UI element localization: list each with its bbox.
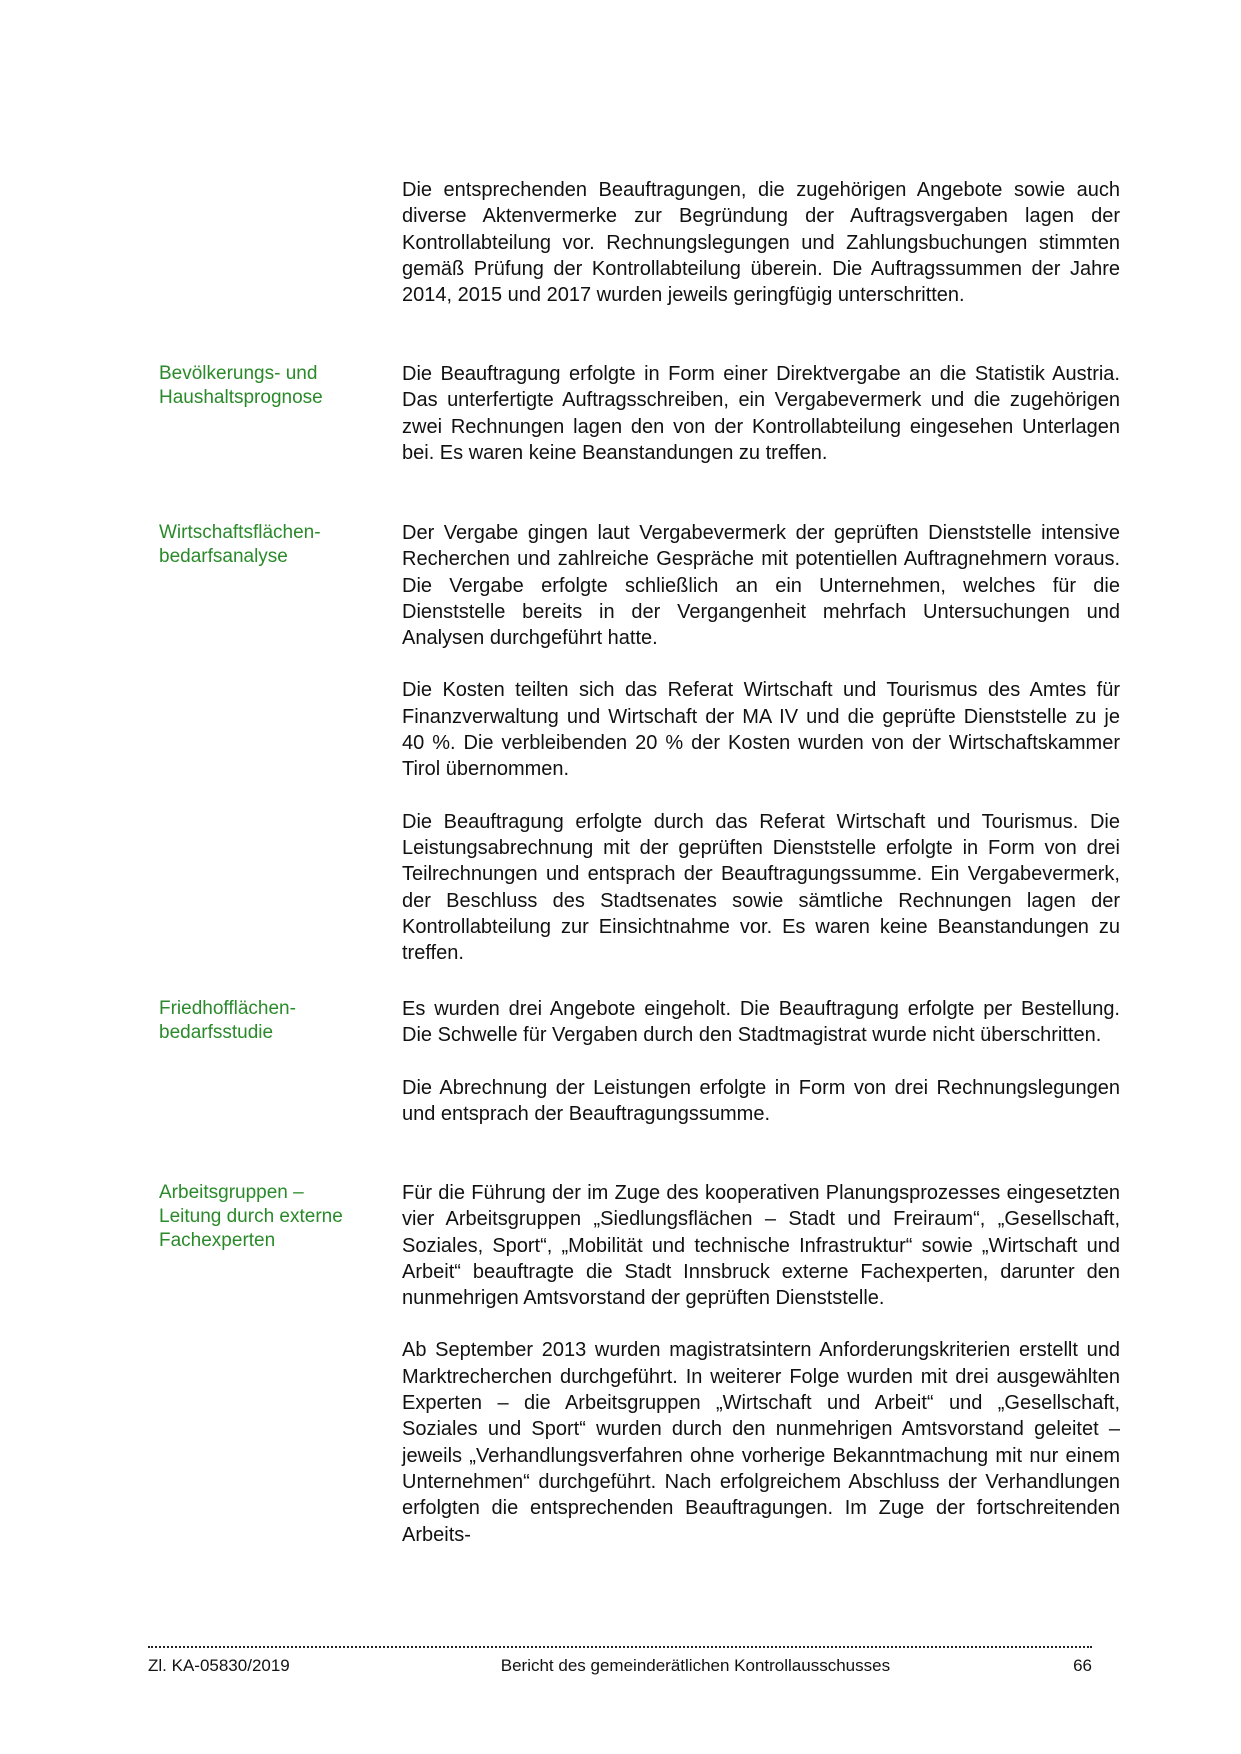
- margin-label-bevoelkerungsprognose: [159, 362, 374, 410]
- paragraph: Die Beauftragung erfolgte durch das Referat Wirtschaft und Tourismus. Die Leistungsabrechnung mit der geprüften Dienststelle erfolgte in Form von drei Teilrechnungen und entsprach der Beauftragungssumme. Ein Vergabevermerk, der Beschluss des Stadtsenates sowie sämtliche Rechnungen lagen der Kontrollabteilung zur Einsichtnahme vor. Es waren keine Beanstandungen zu treffen.: [402, 810, 1120, 965]
- label-line: Fachexperten: [159, 1230, 276, 1251]
- margin-label-arbeitsgruppen: [159, 1181, 374, 1253]
- paragraph: Ab September 2013 wurden magistratsintern Anforderungskriterien erstellt und Marktrecherchen durchgeführt. In weiterer Folge wurden mit drei ausgewählten Experten – die Arbeitsgruppen „Wirtschaft und Arbeit“ und „Gesellschaft, Soziales und Sport“ wurden durch den nunmehrigen Amtsvorstand geleitet – jeweils „Verhandlungsverfahren ohne vorherige Bekanntmachung mit nur einem Unternehmen“ durchgeführt. Nach erfolgreichem Abschluss der Verhandlungen erfolgten die entsprechenden Beauftragungen. Im Zuge der fortschreitenden Arbeits-: [402, 1339, 1120, 1546]
- label-line: bedarfsanalyse: [159, 546, 288, 567]
- footer-reference: Zl. KA-05830/2019: [148, 1656, 290, 1675]
- paragraph: Die Abrechnung der Leistungen erfolgte in Form von drei Rechnungslegungen und entsprach der Beauftragungssumme.: [402, 1076, 1120, 1125]
- paragraph: Es wurden drei Angebote eingeholt. Die Beauftragung erfolgte per Bestellung. Die Schwelle für Vergaben durch den Stadtmagistrat wurde nicht überschritten.: [402, 998, 1120, 1047]
- label-line: Arbeitsgruppen –: [159, 1182, 304, 1203]
- label-line: Bevölkerungs- und: [159, 363, 318, 384]
- section-friedhofflaechen: [402, 996, 1120, 1153]
- section-arbeitsgruppen: [402, 1180, 1120, 1574]
- label-line: bedarfsstudie: [159, 1022, 274, 1043]
- margin-label-friedhofflaechen: [159, 997, 374, 1045]
- label-line: Friedhofflächen-: [159, 998, 296, 1019]
- paragraph: Die Beauftragung erfolgte in Form einer Direktvergabe an die Statistik Austria. Das unterfertigte Auftragsschreiben, ein Vergabevermerk und die zugehörigen zwei Rechnungen lagen den von der Kontrollabteilung eingesehen Unterlagen bei. Es waren keine Beanstandungen zu treffen.: [402, 363, 1120, 464]
- section-wirtschaftsflaechen: [402, 520, 1120, 992]
- paragraph: Für die Führung der im Zuge des kooperativen Planungsprozesses eingesetzten vier Arbeitsgruppen „Siedlungsflächen – Stadt und Freiraum“, „Gesellschaft, Soziales, Sport“, „Mobilität und technische Infrastruktur“ sowie „Wirtschaft und Arbeit“ beauftragte die Stadt Innsbruck externe Fachexperten, darunter den nunmehrigen Amtsvorstand der geprüften Dienststelle.: [402, 1182, 1120, 1310]
- section-intro: [402, 177, 1120, 334]
- paragraph: Die Kosten teilten sich das Referat Wirtschaft und Tourismus des Amtes für Finanzverwaltung und Wirtschaft der MA IV und die geprüfte Dienststelle zu je 40 %. Die verbleibenden 20 % der Kosten wurden von der Wirtschaftskammer Tirol übernommen.: [402, 679, 1120, 781]
- footer-title: Bericht des gemeinderätlichen Kontrollausschusses: [500, 1656, 891, 1675]
- section-bevoelkerungsprognose: [402, 361, 1120, 492]
- paragraph: Die entsprechenden Beauftragungen, die zugehörigen Angebote sowie auch diverse Aktenvermerke zur Begründung der Auftragsvergaben lagen der Kontrollabteilung vor. Rechnungslegungen und Zahlungsbuchungen stimmten gemäß Prüfung der Kontrollabteilung überein. Die Auftragssummen der Jahre 2014, 2015 und 2017 wurden jeweils geringfügig unterschritten.: [402, 179, 1120, 307]
- label-line: Haushaltsprognose: [159, 387, 323, 408]
- page-footer: [148, 1646, 1092, 1676]
- paragraph: Der Vergabe gingen laut Vergabevermerk der geprüften Dienststelle intensive Recherchen und zahlreiche Gespräche mit potentiellen Auftragnehmern voraus. Die Vergabe erfolgte schließlich an ein Unternehmen, welches für die Dienststelle bereits in der Vergangenheit mehrfach Untersuchungen und Analysen durchgeführt hatte.: [402, 522, 1120, 650]
- label-line: Wirtschaftsflächen-: [159, 522, 321, 543]
- label-line: Leitung durch externe: [159, 1206, 343, 1227]
- margin-label-wirtschaftsflaechen: [159, 521, 374, 569]
- footer-dotted-divider: [148, 1646, 1092, 1648]
- page-number: 66: [1073, 1656, 1092, 1675]
